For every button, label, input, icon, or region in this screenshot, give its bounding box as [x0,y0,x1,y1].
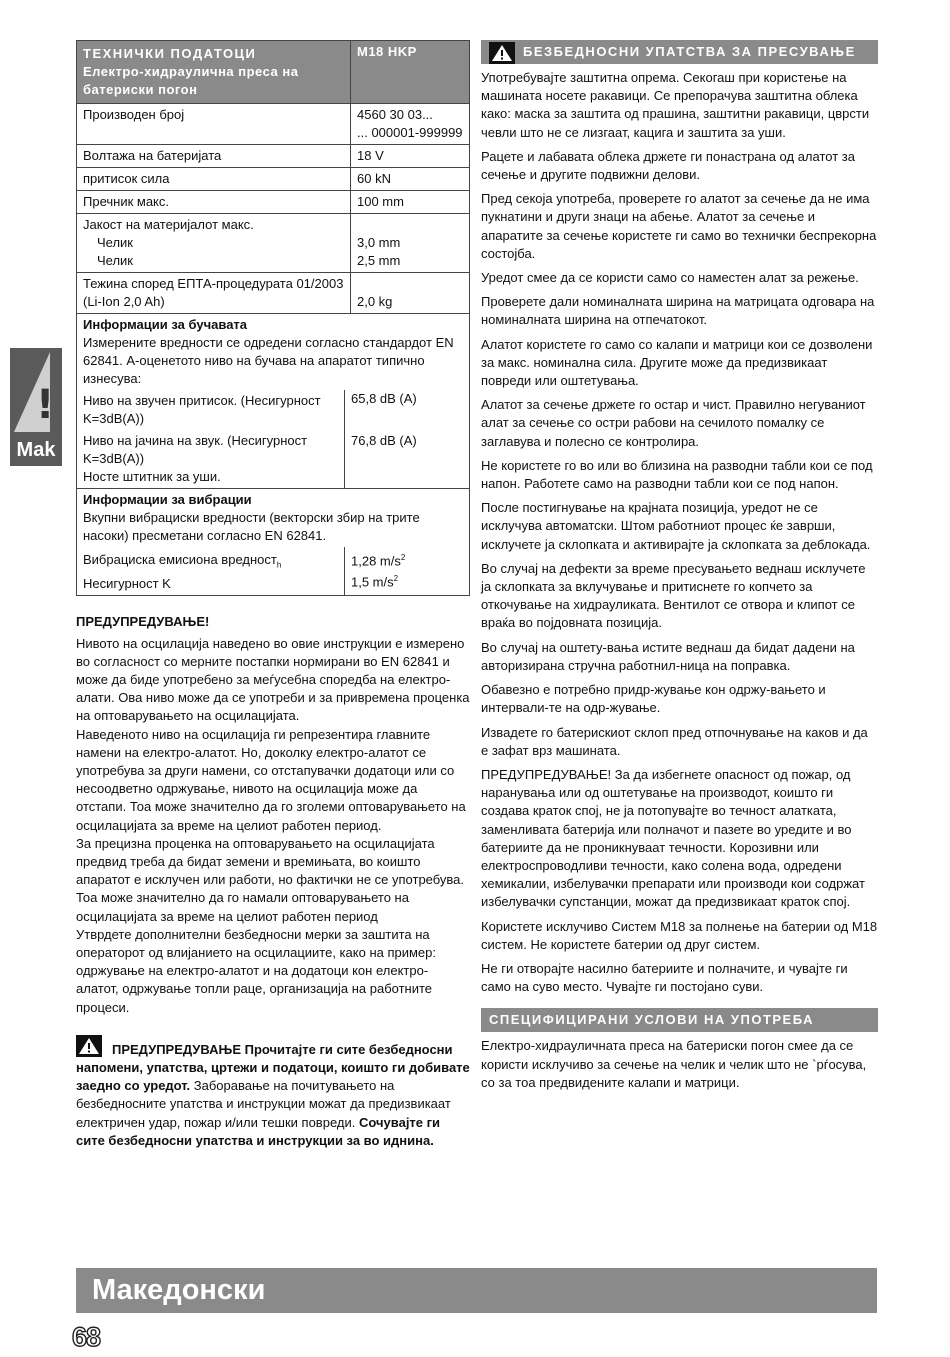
warning-heading: ПРЕДУПРЕДУВАЊЕ! [76,613,210,629]
safety-instructions [481,69,878,996]
vibration-uncertainty-label: Несигурност K [83,575,171,591]
row-label: Тежина според ЕПТА-процедурата 01/2003 [83,276,344,291]
usage-banner [481,1008,878,1032]
row-value: 3,0 mm [357,235,401,250]
row-label: Волтажа на батеријата [77,145,351,168]
table-header-title: ТЕХНИЧКИ ПОДАТОЦИ [83,46,257,61]
table-header-row [77,41,470,104]
row-sublabel: (Li-Ion 2,0 Ah) [83,294,165,309]
noise-power-label: Ниво на јачина на звук. (Несигурност K=3dB(A)) [83,433,308,466]
safety-paragraph: Уредот смее да се користи само со наместен алат за режење. [481,270,859,286]
table-row [77,214,470,273]
safety-paragraph: Не ги отворајте насилно батериите и полначите, и чувајте ги само на суво место. Чувајте ги постојано суви. [481,960,848,995]
usage-section [481,1037,878,1092]
vibration-section [77,489,470,596]
vibration-description: Вкупни вибрациски вредности (векторски збир на трите насоки) пресметани согласно EN 62841. [83,510,420,543]
footer-language-title: Македонски [92,1274,266,1306]
vibration-title: Информации за вибрации [83,492,252,507]
row-value: 18 V [351,145,470,168]
vibration-uncertainty-value: 1,5 m/s [351,574,394,590]
language-footer-bar [76,1268,877,1313]
safety-banner-title: БЕЗБЕДНОСНИ УПАТСТВА ЗА ПРЕСУВАЊЕ [523,44,856,59]
usage-banner-title: СПЕЦИФИЦИРАНИ УСЛОВИ НА УПОТРЕБА [489,1012,814,1028]
warning-paragraph: Нивото на осцилација наведено во овие инструкции е измерено во согласност со мерните постапки нормирани во EN 62841 и може да биде употребено за меѓусебна споредба на електро-алати. Ова ниво може да се употреби и за привремена проценка на оптоварувањето на осцилацијата. [76,635,470,724]
right-column [481,40,878,1098]
emission-subscript: h [276,560,282,570]
warning-keep-instructions: Сочувајте ги сите безбедносни упатства и инструкции за во иднина. [76,1114,441,1148]
ear-protection-note: Носте штитник за уши. [83,469,221,484]
noise-pressure-value: 65,8 dB (A) [345,390,464,428]
warning-triangle-icon [489,42,515,64]
table-row [77,104,470,145]
row-sublabel: Челик [97,253,133,268]
table-row [77,191,470,214]
vibration-emission-value: 1,28 m/s [351,553,401,569]
row-value: 2,5 mm [357,253,401,268]
vibration-warning [76,614,470,1017]
warning-paragraph: За прецизна проценка на оптоварувањето на осцилацијата предвид треба да бидат земени и времињата, во коишто апаратот е исклучен или работи, но фактички не се употребува. Тоа може значително да го намали оптоварувањето на осцилацијата за време на целиот работен период [76,835,465,924]
safety-paragraph: Во случај на дефекти за време пресувањето веднаш исклучете ја склопката за вклучување и притиснете го копчето за откочување на хидрауликата. Вентилот се отвора и клипот се враќа во појдовната позиција. [481,560,866,631]
row-value: 100 mm [351,191,470,214]
table-header-model: M18 HKP [351,41,470,104]
noise-description: Измерените вредности се одредени согласно стандардот EN 62841. А-оценетото ниво на бучава на апаратот типично изнесува: [83,335,454,386]
technical-data-table [76,40,470,596]
warning-icon [10,348,62,436]
row-sublabel: Челик [97,235,133,250]
safety-paragraph: Обавезно е потребно придр-жување кон одржу-вањето и интервали-те на одр-жување. [481,682,826,716]
table-row [77,273,470,314]
page-number: 68 [72,1322,101,1352]
left-column [76,40,470,1150]
table-header-subtitle: Електро-хидраулична преса на батериски погон [83,64,299,97]
row-label: притисок сила [77,168,351,191]
warning-triangle-icon [76,1035,102,1057]
safety-banner [481,40,878,64]
usage-paragraph: Електро-хидрауличната преса на батериски погон смее да се користи исклучиво за сечење на челик и челик што не `рѓосува, со за тоа предвидените калапи и матрици. [481,1038,867,1090]
noise-title: Информации за бучавата [83,317,248,332]
general-warning [76,1035,470,1150]
row-label: Производен број [77,104,351,145]
warning-bold-text: ПРЕДУПРЕДУВАЊЕ Прочитајте ги сите безбедносни напомени, упатства, цртежи и податоци, коишто ги добивате заедно со уредот. [76,1041,470,1094]
side-tab-label: Mak [16,439,56,461]
noise-pressure-label: Ниво на звучен притисок. (Несигурност K=3dB(A)) [83,393,321,426]
safety-paragraph: Не користете го во или во близина на разводни табли кои се под напон. Работете само на разводни табли кои се под напон. [481,457,873,492]
safety-paragraph: Алатот користете го само со калапи и матрици кои се дозволени за макс. номинална сила. Другите може да предизвикаат повреди или оштетувања. [481,336,873,389]
unit-superscript: 2 [393,574,399,584]
unit-superscript: 2 [400,553,406,562]
row-value: 60 kN [351,168,470,191]
row-label: Јакост на материјалот макс. [83,217,254,232]
noise-power-value: 76,8 dB (A) [345,428,464,468]
svg-text:!: ! [36,382,55,428]
safety-paragraph: Рацете и лабавата облека држете ги понастрана од алатот за сечење и другите подвижни делови. [481,148,855,183]
safety-paragraph: Проверете дали номиналната ширина на матрицата одговара на номиналната ширина на отпечатокот. [481,294,875,328]
warning-normal-text: Заборавање на почитувањето на безбедносните упатства и инструкции можат да предизвикаат електричен удар, пожар и/или тешки повреди. [76,1078,451,1130]
row-value: 4560 30 03... [357,107,433,122]
safety-paragraph: После постигнување на крајната позиција, уредот не се исклучува автоматски. Штом работниот процес ќе заврши, исклучете ја склопката и активирајте ја склопката за деблокада. [481,500,871,552]
noise-section [77,314,470,489]
safety-paragraph: Употребувајте заштитна опрема. Секогаш при користење на машината носете ракавици. Се препорачува заштитна облека како: маска за заштита од прашина, заштитни ракавици, цврсти чевли што не се лизгаат, кацига и заштита за уши. [481,70,870,140]
row-value: 2,0 kg [357,294,393,309]
safety-paragraph: Користете исклучиво Систем M18 за полнење на батерии од M18 систем. Не користете батерии од друг систем. [481,918,878,952]
language-side-tab [10,348,62,466]
warning-paragraph: Наведеното ниво на осцилација ги репрезентира главните намени на електро-алатот. Но, доколку електро-алатот се употребува за други намени, со отстапувачки додатоци или со несоодветно одржување, нивото на осцилација може да отстапи. Тоа може значително да го зголеми оптоварувањето на осцилацијата за време на целиот работен период. [76,726,466,833]
safety-paragraph: Алатот за сечење држете го остар и чист. Правилно негуваниот алат за сечење со остри рабови на сечилото помалку се заглавува и полесно се контролира. [481,397,866,449]
safety-paragraph: Во случај на оштету-вања истите веднаш да бидат дадени на авторизирана стручна работнил-ница на поправка. [481,639,855,673]
warning-paragraph: Утврдете дополнителни безбедносни мерки за заштита на операторот од влијанието на осцилациите, како на пример: одржување на електро-алатот и на додатоци кон електро-алатот, одржување топли раце, организација на работните процеси. [76,926,437,1015]
safety-paragraph: ПРЕДУПРЕДУВАЊЕ! За да избегнете опасност од пожар, од наранувања или од оштетување на производот, коишто ги создава краток спој, не ја потопувајте во течност алатката, заменливата батерија или полначот и пазете во уредите и во батериите да не проникнуваат течности. Корозивни или електроспроводливи течности, како солена вода, одредени хемикалии, избелувачки препарати или производи кои содржат избелувачки супстанции, можат да предизвикаат краток спој. [481,766,865,910]
safety-paragraph: Пред секоја употреба, проверете го алатот за сечење да не има пукнатини и други знаци на абење. Алатот за сечење и апаратите за сечење користете ги само во технички беспрекорна состојба. [481,191,877,261]
safety-paragraph: Извадете го батерискиот склоп пред отпочнување на каков и да е зафат врз машината. [481,724,868,758]
row-value: ... 000001-999999 [357,125,463,140]
table-row [77,168,470,191]
row-label: Пречник макс. [77,191,351,214]
table-row [77,145,470,168]
vibration-emission-label: Вибрациска емисиона вредност [83,552,277,567]
